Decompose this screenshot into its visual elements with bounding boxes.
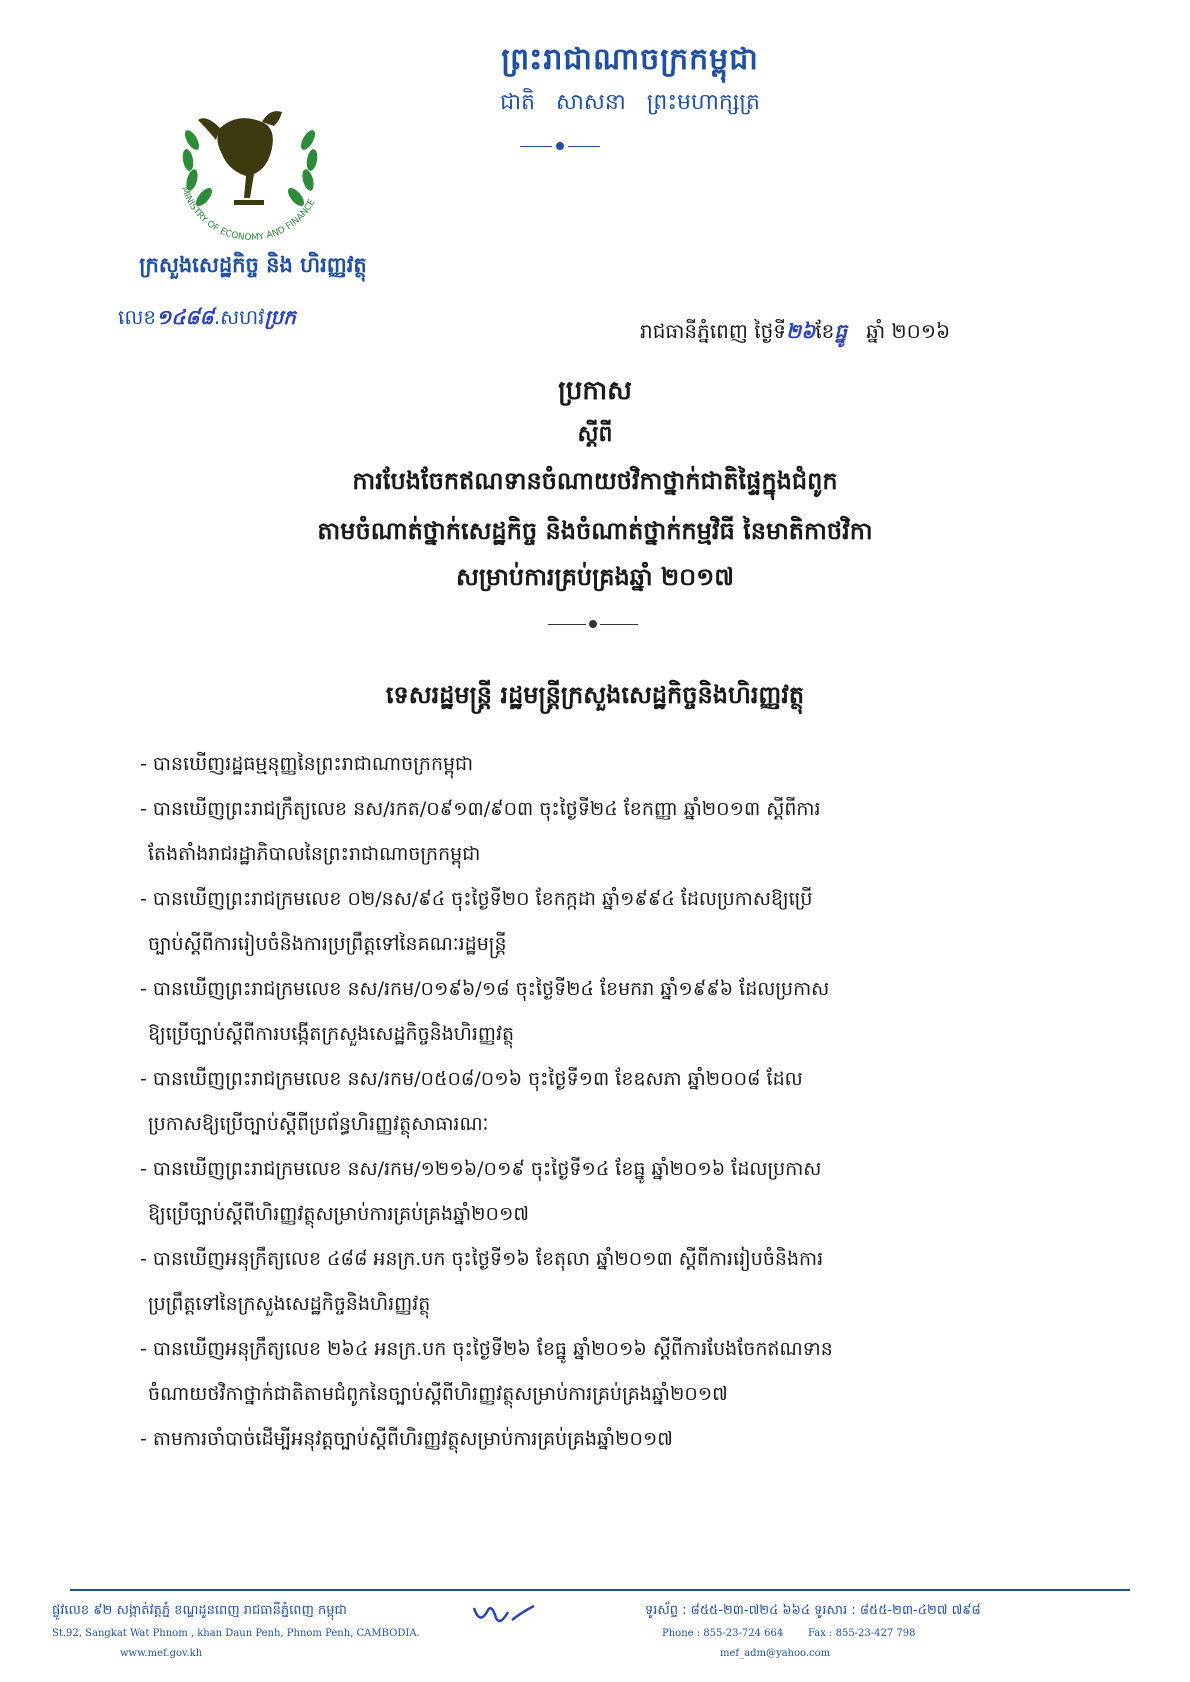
- initial-signature: [470, 1600, 540, 1630]
- date-year: ឆ្នាំ ២០១៦: [866, 319, 951, 343]
- list-item: - បានឃើញព្រះរាជក្រមលេខ នស/រកម/០៥០៨/០១៦ ចុះថ្ងៃទី១៣ ខែឧសភា ឆ្នាំ២០០៨ ដែល: [140, 1068, 803, 1090]
- list-item: - បានឃើញរដ្ឋធម្មនុញ្ញនៃព្រះរាជាណាចក្រកម្ពុជា: [140, 753, 474, 775]
- national-motto: ជាតិ សាសនា ព្រះមហាក្សត្រ: [500, 90, 760, 115]
- footer-address-km: ផ្លូវលេខ ៩២ សង្កាត់វត្តភ្នំ ខណ្ឌដូនពេញ រាជធានីភ្នំពេញ កម្ពុជា: [52, 1603, 347, 1618]
- document-type: ប្រកាស: [558, 376, 632, 406]
- date-month-handwritten: ធ្នូ: [834, 319, 848, 343]
- title-ornament: [548, 618, 638, 632]
- list-item: - បានឃើញព្រះរាជក្រមលេខ ០២/នស/៩៤ ចុះថ្ងៃទី២០ ខែកក្កដា ឆ្នាំ១៩៩៤ ដែលប្រកាសឱ្យប្រើ: [140, 888, 813, 910]
- reference-number: [118, 304, 296, 334]
- list-item: តែងតាំងរាជរដ្ឋាភិបាលនៃព្រះរាជាណាចក្រកម្ពុជា: [148, 843, 481, 865]
- footer-address-en: St.92, Sangkat Wat Phnom , khan Daun Penh, Phnom Penh, CAMBODIA.: [52, 1628, 420, 1639]
- footer-phone-km: ទូរស័ព្ទ : ៨៥៥-២៣-៧២៤ ៦៦៤ ទូរសារ : ៨៥៥-២៣-៤២៧ ៧៩៨: [645, 1603, 981, 1618]
- footer-email[interactable]: mef_adm@yahoo.com: [720, 1648, 831, 1659]
- list-item: ប្រព្រឹត្តទៅនៃក្រសួងសេដ្ឋកិច្ចនិងហិរញ្ញវត្ថុ: [148, 1293, 431, 1315]
- list-item: - បានឃើញព្រះរាជក្រមលេខ នស/រកម/០១៩៦/១៨ ចុះថ្ងៃទី២៤ ខែមករា ឆ្នាំ១៩៩៦ ដែលប្រកាស: [140, 978, 830, 1000]
- ministry-seal-logo: [150, 70, 350, 250]
- title-about: ស្តីពី: [577, 422, 613, 447]
- list-item: ឱ្យប្រើច្បាប់ស្តីពីហិរញ្ញវត្ថុសម្រាប់ការគ្រប់គ្រងឆ្នាំ២០១៧: [148, 1203, 529, 1225]
- ref-prefix: លេខ: [118, 305, 157, 329]
- title-line-3: សម្រាប់ការគ្រប់គ្រងឆ្នាំ ២០១៧: [455, 563, 734, 591]
- list-item: - បានឃើញព្រះរាជក្រមលេខ នស/រកម/១២១៦/០១៩ ចុះថ្ងៃទី១៤ ខែធ្នូ ឆ្នាំ២០១៦ ដែលប្រកាស: [140, 1158, 822, 1180]
- logo-english-text: MINISTRY OF ECONOMY AND FINANCE: [178, 185, 318, 244]
- date-day-handwritten: ២៦: [786, 319, 816, 343]
- ref-suffix: .សហវ: [213, 305, 265, 329]
- list-item: - បានឃើញអនុក្រឹត្យលេខ ៤៨៨ អនក្រ.បក ចុះថ្ងៃទី១៦ ខែតុលា ឆ្នាំ២០១៣ ស្តីពីការរៀបចំនិងការ: [140, 1248, 824, 1270]
- ref-number-handwritten: ១៤៨៨: [156, 305, 214, 329]
- minister-title: ទេសរដ្ឋមន្ត្រី រដ្ឋមន្ត្រីក្រសួងសេដ្ឋកិច្ចនិងហិរញ្ញវត្ថុ: [385, 681, 805, 709]
- considerations-list: [140, 742, 1045, 1462]
- date-month-label: ខែ: [815, 319, 835, 343]
- footer-phone-en: Phone : 855-23-724 664: [662, 1628, 784, 1639]
- list-item: ច្បាប់ស្តីពីការរៀបចំនិងការប្រព្រឹត្តទៅនៃគណៈរដ្ឋមន្ត្រី: [148, 933, 507, 955]
- title-line-2: តាមចំណាត់ថ្នាក់សេដ្ឋកិច្ច និងចំណាត់ថ្នាក់កម្មវិធី នៃមាតិកាថវិកា: [317, 517, 873, 545]
- footer-divider: [70, 1589, 1130, 1591]
- footer-website[interactable]: www.mef.gov.kh: [120, 1648, 203, 1659]
- document-date: [640, 318, 950, 348]
- list-item: ប្រកាសឱ្យប្រើច្បាប់ស្តីពីប្រព័ន្ធហិរញ្ញវត្ថុសាធារណៈ: [148, 1113, 489, 1135]
- list-item: - បានឃើញព្រះរាជក្រឹត្យលេខ នស/រកត/០៩១៣/៩០៣ ចុះថ្ងៃទី២៤ ខែកញ្ញា ឆ្នាំ២០១៣ ស្តីពីការ: [140, 798, 821, 820]
- list-item: ចំណាយថវិកាថ្នាក់ជាតិតាមជំពូកនៃច្បាប់ស្តីពីហិរញ្ញវត្ថុសម្រាប់ការគ្រប់គ្រងឆ្នាំ២០១៧: [148, 1383, 728, 1405]
- list-item: ឱ្យប្រើច្បាប់ស្តីពីការបង្កើតក្រសួងសេដ្ឋកិច្ចនិងហិរញ្ញវត្ថុ: [148, 1023, 515, 1045]
- ministry-name: ក្រសួងសេដ្ឋកិច្ច និង ហិរញ្ញវត្ថុ: [139, 253, 367, 277]
- motto-ornament: [520, 140, 600, 154]
- list-item: - តាមការចាំបាច់ដើម្បីអនុវត្តច្បាប់ស្តីពីហិរញ្ញវត្ថុសម្រាប់ការគ្រប់គ្រងឆ្នាំ២០១៧: [140, 1428, 673, 1450]
- list-item: - បានឃើញអនុក្រឹត្យលេខ ២៦៤ អនក្រ.បក ចុះថ្ងៃទី២៦ ខែធ្នូ ឆ្នាំ២០១៦ ស្តីពីការបែងចែកឥណទាន: [140, 1338, 833, 1360]
- kingdom-title: ព្រះរាជាណាចក្រកម្ពុជា: [501, 42, 759, 77]
- title-line-1: ការបែងចែកឥណទានចំណាយថវិកាថ្នាក់ជាតិផ្ទៃក្នុងជំពូក: [352, 467, 838, 495]
- ref-code-handwritten: ប្រក: [264, 305, 296, 329]
- date-prefix: រាជធានីភ្នំពេញ ថ្ងៃទី: [640, 319, 787, 343]
- footer-fax-en: Fax : 855-23-427 798: [808, 1628, 916, 1639]
